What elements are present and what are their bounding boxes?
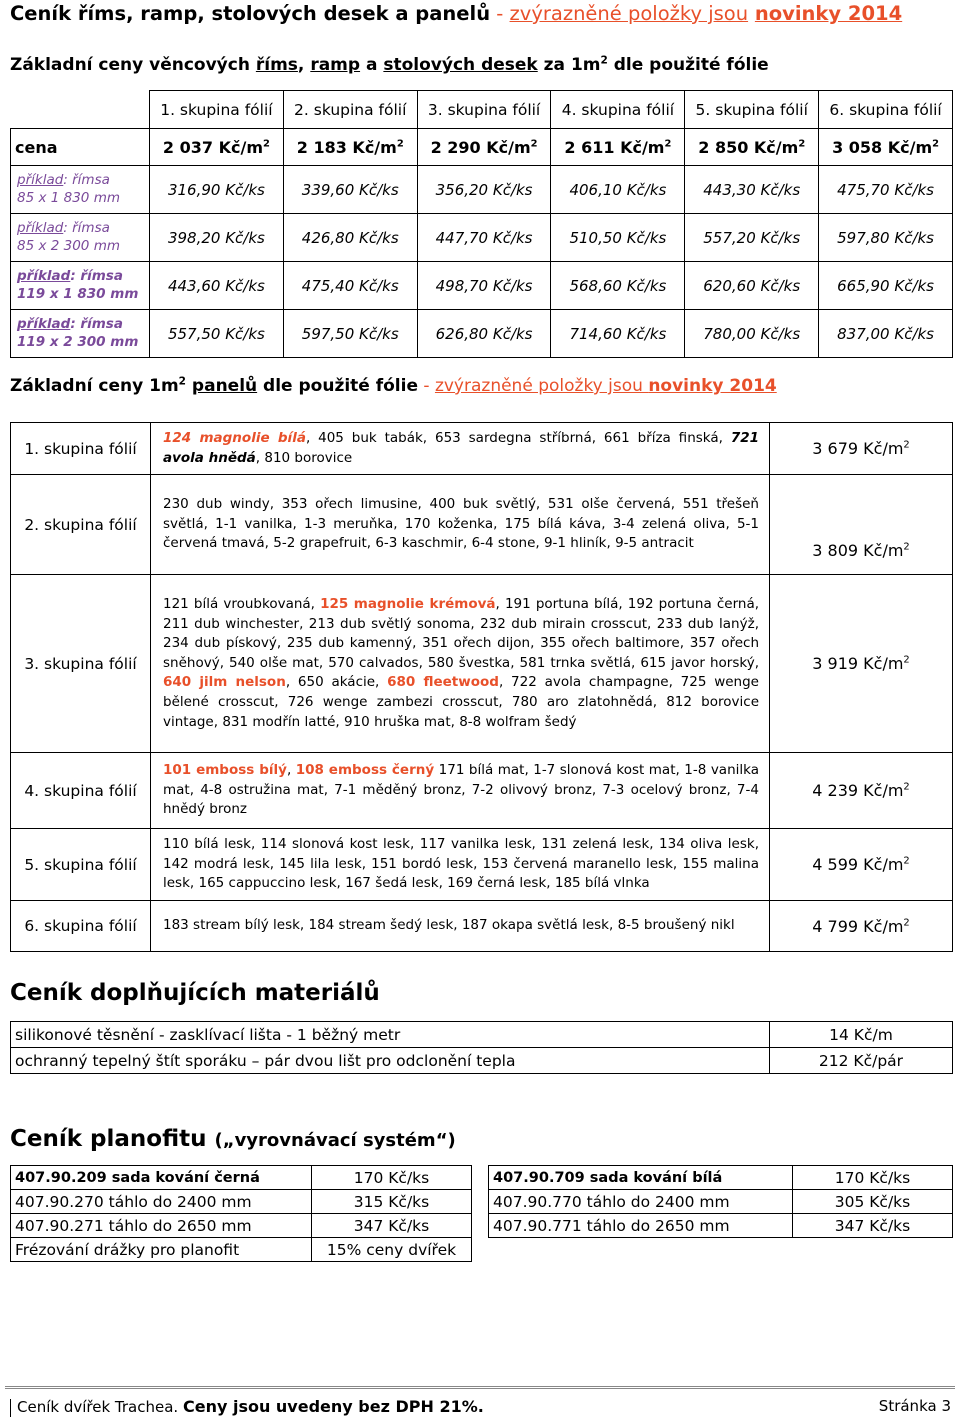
example-value: 510,50 Kč/ks bbox=[551, 214, 685, 262]
price-row bbox=[11, 129, 953, 166]
highlight-note: zvýrazněné položky jsou bbox=[509, 2, 749, 25]
example-value: 498,70 Kč/ks bbox=[417, 262, 551, 310]
footer-bar bbox=[10, 1399, 11, 1417]
group-header-cell: 5. skupina fólií bbox=[685, 91, 819, 129]
group-header-cell: 3. skupina fólií bbox=[417, 91, 551, 129]
panel-decors: 183 stream bílý lesk, 184 stream šedý lesk, 187 okapa světlá lesk, 8-5 broušený nikl bbox=[151, 901, 770, 952]
planofit-price: 15% ceny dvířek bbox=[312, 1238, 472, 1262]
materials-row bbox=[11, 1022, 953, 1048]
price-cell: 2 290 $Kč/m^2$ bbox=[417, 129, 551, 166]
planofit-row bbox=[11, 1214, 472, 1238]
materials-table bbox=[10, 1021, 953, 1074]
panels-section-heading: Základní ceny $1m^2$ panelů dle použité fólie - zvýrazněné položky jsou novinky 2014 bbox=[10, 375, 777, 396]
example-label: příklad: římsa 85 x 1 830 mm bbox=[11, 166, 150, 214]
group-header-cell: 6. skupina fólií bbox=[819, 91, 953, 129]
planofit-item: 407.90.771 táhlo do 2650 mm bbox=[489, 1214, 793, 1238]
example-value: 443,30 Kč/ks bbox=[685, 166, 819, 214]
example-value: 620,60 Kč/ks bbox=[685, 262, 819, 310]
panel-price: 3 679 $Kč/m^2$ bbox=[770, 423, 953, 475]
example-value: 837,00 Kč/ks bbox=[819, 310, 953, 358]
planofit-row bbox=[489, 1190, 953, 1214]
example-value: 626,80 Kč/ks bbox=[417, 310, 551, 358]
example-value: 426,80 Kč/ks bbox=[283, 214, 417, 262]
panel-price: 4 599 $Kč/m^2$ bbox=[770, 829, 953, 901]
group-header-cell: 2. skupina fólií bbox=[283, 91, 417, 129]
panel-decors: 124 magnolie bílá, 405 buk tabák, 653 sardegna stříbrná, 661 bříza finská, 721 avola hnědá, 810 borovice bbox=[151, 423, 770, 475]
material-price: 212 Kč/pár bbox=[770, 1048, 953, 1074]
planofit-item: 407.90.209 sada kování černá bbox=[11, 1166, 312, 1190]
page-title: Ceník říms, ramp, stolových desek a panelů - zvýrazněné položky jsou novinky 2014 bbox=[10, 2, 903, 25]
planofit-table-left bbox=[10, 1165, 472, 1262]
panel-group: 1. skupina fólií bbox=[11, 423, 151, 475]
panel-row bbox=[11, 753, 953, 829]
planofit-table-right bbox=[488, 1165, 953, 1238]
panels-price-table bbox=[10, 422, 953, 952]
planofit-price: 315 Kč/ks bbox=[312, 1190, 472, 1214]
planofit-row bbox=[11, 1238, 472, 1262]
material-name: silikonové těsnění - zasklívací lišta - 1 běžný metr bbox=[11, 1022, 770, 1048]
page-number: Stránka 3 bbox=[878, 1397, 951, 1415]
example-value: 780,00 Kč/ks bbox=[685, 310, 819, 358]
example-value: 597,80 Kč/ks bbox=[819, 214, 953, 262]
novinky-label: novinky 2014 bbox=[754, 2, 903, 25]
example-value: 356,20 Kč/ks bbox=[417, 166, 551, 214]
example-value: 447,70 Kč/ks bbox=[417, 214, 551, 262]
example-row bbox=[11, 262, 953, 310]
planofit-item: 407.90.770 táhlo do 2400 mm bbox=[489, 1190, 793, 1214]
example-value: 714,60 Kč/ks bbox=[551, 310, 685, 358]
example-value: 406,10 Kč/ks bbox=[551, 166, 685, 214]
planofit-item: 407.90.709 sada kování bílá bbox=[489, 1166, 793, 1190]
example-value: 557,20 Kč/ks bbox=[685, 214, 819, 262]
example-row bbox=[11, 310, 953, 358]
panel-price: 3 919 $Kč/m^2$ bbox=[770, 575, 953, 753]
footer-left: Ceník dvířek Trachea. bbox=[17, 1398, 179, 1416]
footer-vat-note: Ceny jsou uvedeny bez DPH 21%. bbox=[182, 1397, 484, 1416]
panel-decors: 110 bílá lesk, 114 slonová kost lesk, 117 vanilka lesk, 131 zelená lesk, 134 oliva lesk, 142 modrá lesk, 145 lila lesk, 151 bordó lesk, 153 červená maranello lesk, 155 malina lesk, 165 cappuccino lesk, 167 šedá lesk, 169 černá lesk, 185 bílá vlnka bbox=[151, 829, 770, 901]
footer bbox=[10, 1397, 955, 1417]
planofit-price: 305 Kč/ks bbox=[793, 1190, 953, 1214]
example-label: příklad: římsa 85 x 2 300 mm bbox=[11, 214, 150, 262]
planofit-item: 407.90.271 táhlo do 2650 mm bbox=[11, 1214, 312, 1238]
panel-row bbox=[11, 575, 953, 753]
example-value: 475,40 Kč/ks bbox=[283, 262, 417, 310]
panel-group: 2. skupina fólií bbox=[11, 475, 151, 575]
planofit-price: 347 Kč/ks bbox=[312, 1214, 472, 1238]
group-header-cell: 1. skupina fólií bbox=[150, 91, 284, 129]
planofit-row bbox=[489, 1166, 953, 1190]
price-cell: 2 850 $Kč/m^2$ bbox=[685, 129, 819, 166]
group-header-cell: 4. skupina fólií bbox=[551, 91, 685, 129]
panel-price: 3 809 $Kč/m^2$ bbox=[770, 475, 953, 575]
example-row bbox=[11, 214, 953, 262]
price-cell: 2 037 $Kč/m^2$ bbox=[150, 129, 284, 166]
group-header-row bbox=[11, 91, 953, 129]
example-label: příklad: římsa 119 x 1 830 mm bbox=[11, 262, 150, 310]
panel-row bbox=[11, 901, 953, 952]
panel-row bbox=[11, 829, 953, 901]
example-value: 443,60 Kč/ks bbox=[150, 262, 284, 310]
planofit-price: 170 Kč/ks bbox=[312, 1166, 472, 1190]
material-price: 14 Kč/m bbox=[770, 1022, 953, 1048]
price-cell: 2 611 $Kč/m^2$ bbox=[551, 129, 685, 166]
panel-group: 5. skupina fólií bbox=[11, 829, 151, 901]
example-value: 316,90 Kč/ks bbox=[150, 166, 284, 214]
example-value: 597,50 Kč/ks bbox=[283, 310, 417, 358]
example-value: 557,50 Kč/ks bbox=[150, 310, 284, 358]
planofit-item: 407.90.270 táhlo do 2400 mm bbox=[11, 1190, 312, 1214]
panel-group: 6. skupina fólií bbox=[11, 901, 151, 952]
panel-row bbox=[11, 475, 953, 575]
example-label: příklad: římsa 119 x 2 300 mm bbox=[11, 310, 150, 358]
materials-heading: Ceník doplňujících materiálů bbox=[10, 980, 380, 1006]
planofit-heading: Ceník planofitu („vyrovnávací systém“) bbox=[10, 1126, 456, 1152]
blank-cell bbox=[11, 91, 150, 129]
planofit-row bbox=[489, 1214, 953, 1238]
panel-price: 4 239 $Kč/m^2$ bbox=[770, 753, 953, 829]
panel-decors: 121 bílá vroubkovaná, 125 magnolie krémová, 191 portuna bílá, 192 portuna černá, 211 dub winchester, 213 dub světlý sonoma, 232 dub mirain crosscut, 233 dub lanýž, 234 dub pískový, 235 dub kamenný, 351 ořech dijon, 355 ořech baltimore, 357 ořech sněhový, 540 olše mat, 570 calvados, 580 švestka, 581 trnka světlá, 615 javor horský, 640 jilm nelson, 650 akácie, 680 fleetwood, 722 avola champagne, 725 wenge bělené crosscut, 726 wenge zambezi crosscut, 780 aro zlatohnědá, 812 borovice vintage, 831 modřín latté, 910 hruška mat, 8-8 wolfram šedý bbox=[151, 575, 770, 753]
example-value: 568,60 Kč/ks bbox=[551, 262, 685, 310]
panel-row bbox=[11, 423, 953, 475]
planofit-price: 170 Kč/ks bbox=[793, 1166, 953, 1190]
example-value: 665,90 Kč/ks bbox=[819, 262, 953, 310]
planofit-row bbox=[11, 1190, 472, 1214]
panel-decors: 230 dub windy, 353 ořech limusine, 400 buk světlý, 531 olše červená, 551 třešeň světlá, 1-1 vanilka, 1-3 meruňka, 170 koženka, 175 bílá káva, 3-4 zelená oliva, 5-1 červená tmavá, 5-2 grapefruit, 6-3 kaschmir, 6-4 stone, 9-1 hliník, 9-5 antracit bbox=[151, 475, 770, 575]
price-row-label: cena bbox=[11, 129, 150, 166]
footer-divider bbox=[5, 1386, 955, 1389]
example-value: 339,60 Kč/ks bbox=[283, 166, 417, 214]
example-row bbox=[11, 166, 953, 214]
price-cell: 3 058 $Kč/m^2$ bbox=[819, 129, 953, 166]
example-value: 475,70 Kč/ks bbox=[819, 166, 953, 214]
materials-row bbox=[11, 1048, 953, 1074]
panel-group: 3. skupina fólií bbox=[11, 575, 151, 753]
planofit-item: Frézování drážky pro planofit bbox=[11, 1238, 312, 1262]
planofit-price: 347 Kč/ks bbox=[793, 1214, 953, 1238]
rimsy-section-heading: Základní ceny věncových říms, ramp a stolových desek za $1m^2$ dle použité fólie bbox=[10, 54, 769, 75]
material-name: ochranný tepelný štít sporáku – pár dvou lišt pro odclonění tepla bbox=[11, 1048, 770, 1074]
panel-price: 4 799 $Kč/m^2$ bbox=[770, 901, 953, 952]
rimsy-price-table bbox=[10, 90, 953, 358]
planofit-row bbox=[11, 1166, 472, 1190]
panel-group: 4. skupina fólií bbox=[11, 753, 151, 829]
panel-decors: 101 emboss bílý, 108 emboss černý 171 bílá mat, 1-7 slonová kost mat, 1-8 vanilka mat, 4-8 ostružina mat, 7-1 měděný bronz, 7-2 olivový bronz, 7-3 ocelový bronz, 7-4 hnědý bronz bbox=[151, 753, 770, 829]
example-value: 398,20 Kč/ks bbox=[150, 214, 284, 262]
price-cell: 2 183 $Kč/m^2$ bbox=[283, 129, 417, 166]
